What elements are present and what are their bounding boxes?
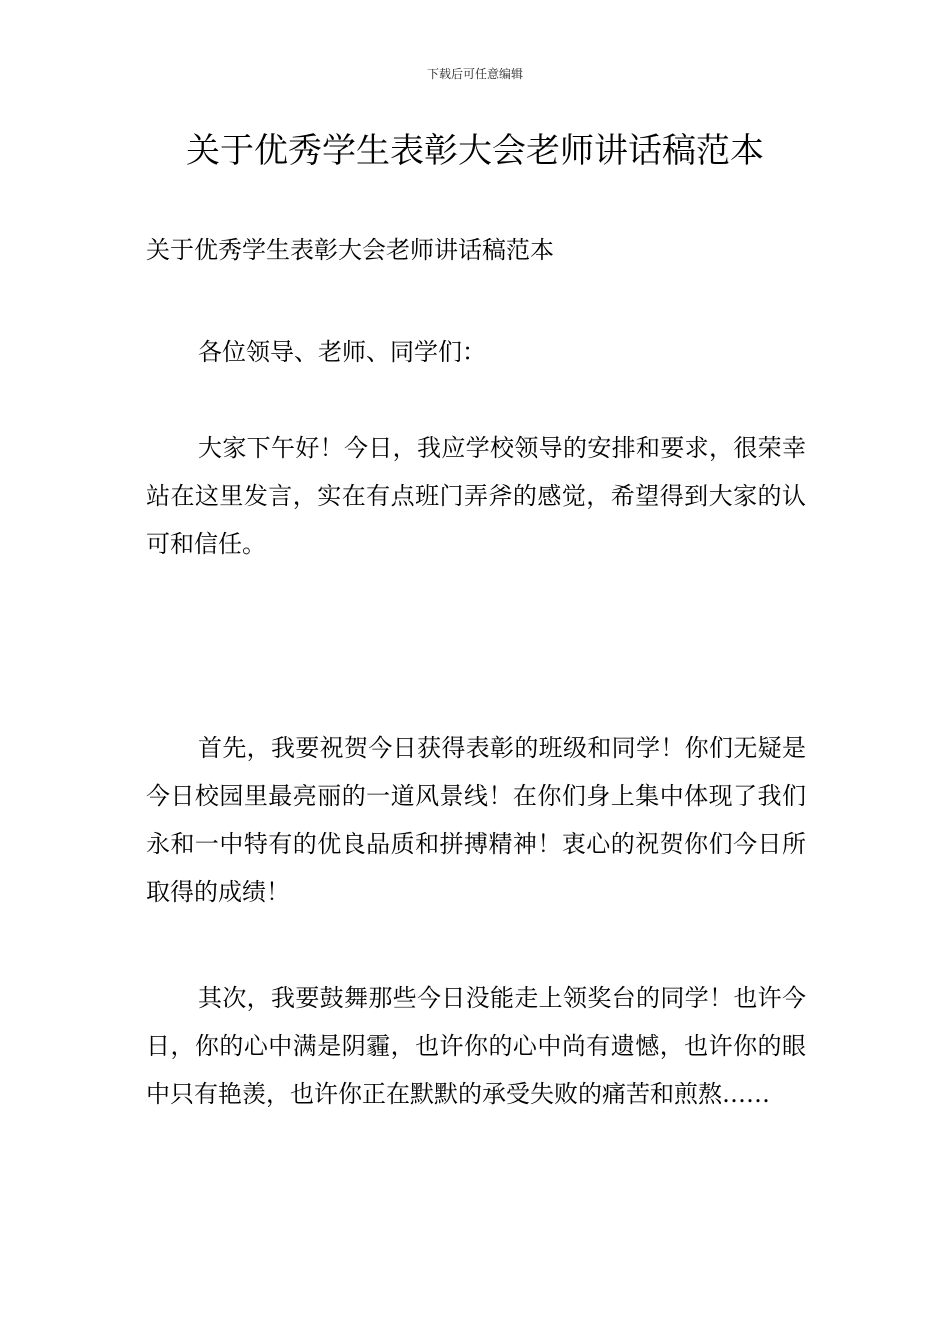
header-note: 下载后可任意编辑 xyxy=(426,67,523,81)
paragraph-greeting: 大家下午好！今日，我应学校领导的安排和要求，很荣幸站在这里发言，实在有点班门弄斧的感觉，希望得到大家的认可和信任。 xyxy=(146,434,806,558)
document-title: 关于优秀学生表彰大会老师讲话稿范本 xyxy=(186,131,764,171)
salutation: 各位领导、老师、同学们： xyxy=(198,338,486,366)
document-subtitle: 关于优秀学生表彰大会老师讲话稿范本 xyxy=(146,236,554,264)
paragraph-encouragement: 其次，我要鼓舞那些今日没能走上领奖台的同学！也许今日，你的心中满是阴霾，也许你的心中尚有遗憾，也许你的眼中只有艳羡，也许你正在默默的承受失败的痛苦和煎熬…… xyxy=(146,984,806,1108)
paragraph-congratulations: 首先，我要祝贺今日获得表彰的班级和同学！你们无疑是今日校园里最亮丽的一道风景线！在你们身上集中体现了我们永和一中特有的优良品质和拼搏精神！衷心的祝贺你们今日所取得的成绩！ xyxy=(146,734,806,906)
